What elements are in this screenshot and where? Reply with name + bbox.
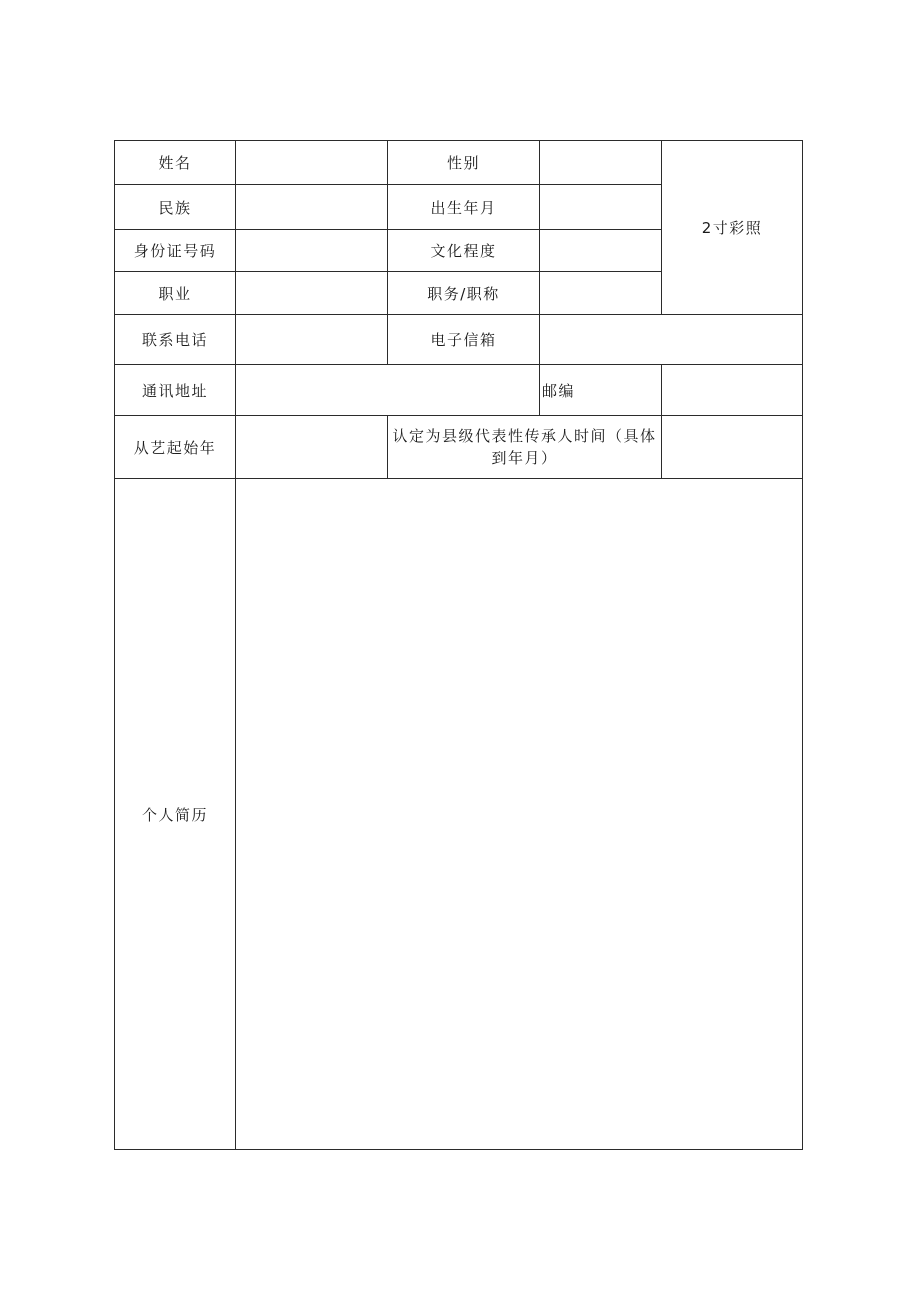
field-recognition-time[interactable] <box>662 416 803 479</box>
photo-placeholder-label: 2寸彩照 <box>701 219 763 237</box>
label-name: 姓名 <box>115 141 236 185</box>
field-birth[interactable] <box>540 185 662 230</box>
label-gender: 性别 <box>388 141 540 185</box>
field-id-number[interactable] <box>236 230 388 272</box>
registration-form-table <box>114 140 803 1150</box>
field-address[interactable] <box>236 365 540 416</box>
row-phone-email <box>115 315 803 365</box>
row-name-gender <box>115 141 803 185</box>
field-position-title[interactable] <box>540 272 662 315</box>
field-start-year[interactable] <box>236 416 388 479</box>
row-start-year-recognition <box>115 416 803 479</box>
label-birth: 出生年月 <box>388 185 540 230</box>
field-name[interactable] <box>236 141 388 185</box>
field-phone[interactable] <box>236 315 388 365</box>
field-ethnicity[interactable] <box>236 185 388 230</box>
field-resume[interactable] <box>236 479 803 1150</box>
label-email: 电子信箱 <box>388 315 540 365</box>
field-gender[interactable] <box>540 141 662 185</box>
row-address-postcode <box>115 365 803 416</box>
label-ethnicity: 民族 <box>115 185 236 230</box>
label-phone: 联系电话 <box>115 315 236 365</box>
label-address: 通讯地址 <box>115 365 236 416</box>
field-education[interactable] <box>540 230 662 272</box>
label-recognition-time: 认定为县级代表性传承人时间（具体到年月） <box>388 416 662 479</box>
field-occupation[interactable] <box>236 272 388 315</box>
field-email[interactable] <box>540 315 803 365</box>
row-resume <box>115 479 803 1150</box>
label-start-year: 从艺起始年 <box>115 416 236 479</box>
label-postcode: 邮编 <box>540 365 662 416</box>
label-resume: 个人简历 <box>115 479 236 1150</box>
field-postcode[interactable] <box>662 365 803 416</box>
photo-box[interactable] <box>662 141 803 315</box>
label-education: 文化程度 <box>388 230 540 272</box>
label-position-title: 职务/职称 <box>388 272 540 315</box>
label-occupation: 职业 <box>115 272 236 315</box>
label-id-number: 身份证号码 <box>115 230 236 272</box>
